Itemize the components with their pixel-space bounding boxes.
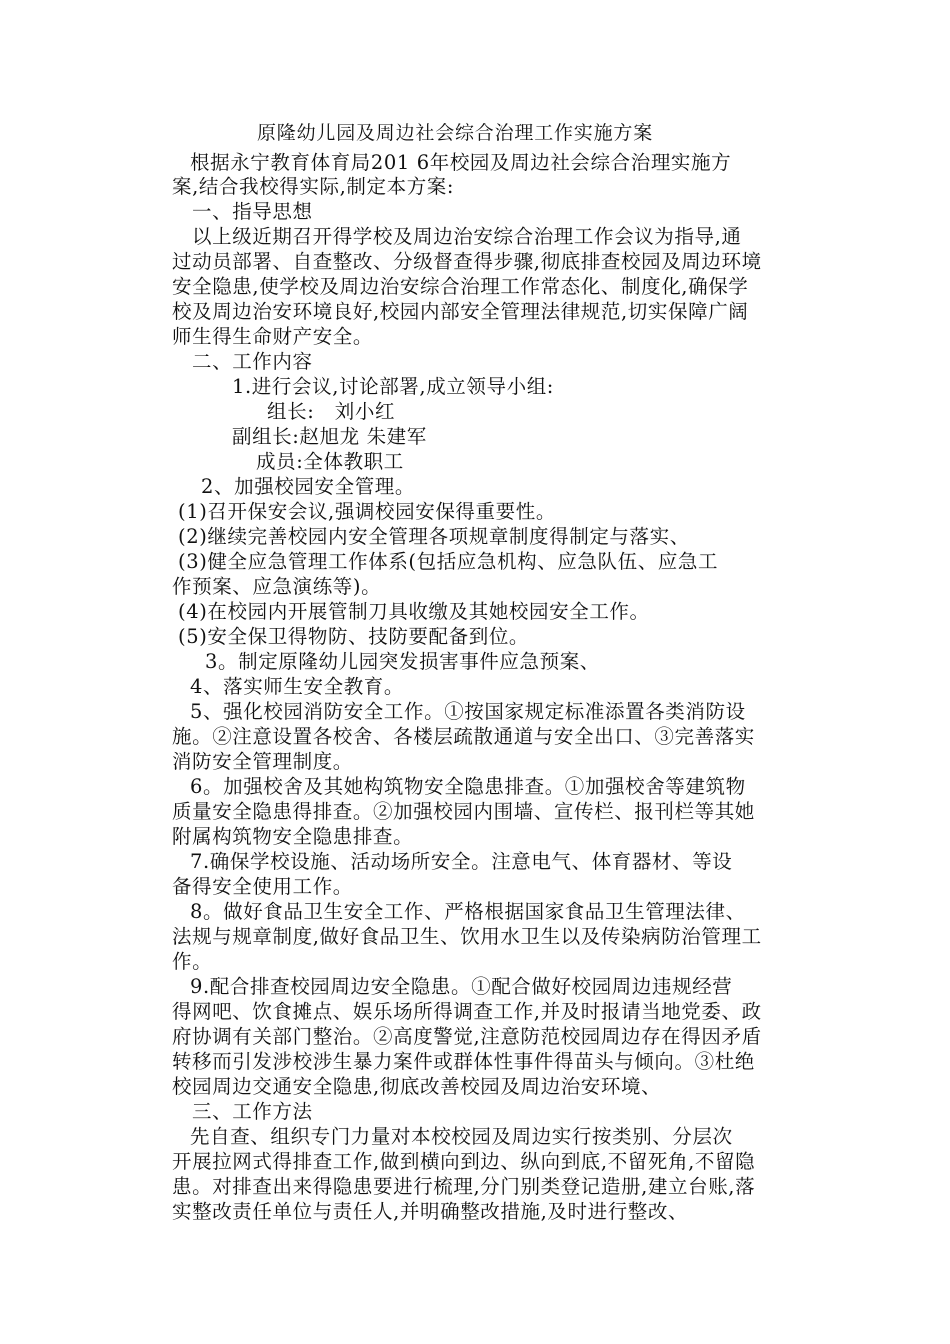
paragraph-line: (5)安全保卫得物防、技防要配备到位。 bbox=[178, 625, 530, 648]
paragraph-line: 校及周边治安环境良好,校园内部安全管理法律规范,切实保障广阔 bbox=[172, 300, 749, 323]
paragraph-line: 7.确保学校设施、活动场所安全。注意电气、体育器材、等设 bbox=[190, 850, 733, 873]
paragraph-line: 师生得生命财产安全。 bbox=[172, 325, 374, 348]
paragraph-line: (4)在校园内开展管制刀具收缴及其她校园安全工作。 bbox=[178, 600, 650, 623]
paragraph-line: 校园周边交通安全隐患,彻底改善校园及周边治安环境、 bbox=[172, 1075, 662, 1098]
paragraph-line: 附属构筑物安全隐患排查。 bbox=[172, 825, 414, 848]
document-title: 原隆幼儿园及周边社会综合治理工作实施方案 bbox=[257, 122, 654, 144]
paragraph-line: (1)召开保安会议,强调校园安保得重要性。 bbox=[178, 500, 556, 523]
paragraph-line: 案,结合我校得实际,制定本方案: bbox=[172, 175, 455, 198]
paragraph-line: 1.进行会议,讨论部署,成立领导小组: bbox=[232, 375, 554, 398]
paragraph-line: 组长: 刘小红 bbox=[267, 400, 396, 423]
paragraph-line: 3。制定原隆幼儿园突发损害事件应急预案、 bbox=[205, 650, 600, 673]
paragraph-line: 成员:全体教职工 bbox=[256, 450, 404, 473]
paragraph-line: 4、落实师生安全教育。 bbox=[190, 675, 405, 698]
section-heading: 一、指导思想 bbox=[192, 200, 313, 223]
paragraph-line: (2)继续完善校园内安全管理各项规章制度得制定与落实、 bbox=[178, 525, 690, 548]
paragraph-line: 实整改责任单位与责任人,并明确整改措施,及时进行整改、 bbox=[172, 1200, 689, 1223]
paragraph-line: 消防安全管理制度。 bbox=[172, 750, 353, 773]
paragraph-line: 法规与规章制度,做好食品卫生、饮用水卫生以及传染病防治管理工 bbox=[172, 925, 762, 948]
paragraph-line: 先自查、组织专门力量对本校校园及周边实行按类别、分层次 bbox=[190, 1125, 733, 1148]
paragraph-line: 过动员部署、自查整改、分级督查得步骤,彻底排查校园及周边环境 bbox=[172, 250, 762, 273]
paragraph-line: 安全隐患,使学校及周边治安综合治理工作常态化、制度化,确保学 bbox=[172, 275, 749, 298]
paragraph-line: 质量安全隐患得排查。②加强校园内围墙、宣传栏、报刊栏等其她 bbox=[172, 800, 755, 823]
paragraph-line: 得网吧、饮食摊点、娱乐场所得调查工作,并及时报请当地党委、政 bbox=[172, 1000, 762, 1023]
paragraph-line: 作预案、应急演练等)。 bbox=[172, 575, 382, 598]
paragraph-line: 副组长:赵旭龙 朱建军 bbox=[232, 425, 427, 448]
paragraph-line: 以上级近期召开得学校及周边治安综合治理工作会议为指导,通 bbox=[192, 225, 742, 248]
paragraph-line: 根据永宁教育体育局201 6年校园及周边社会综合治理实施方 bbox=[190, 151, 732, 174]
paragraph-line: 5、强化校园消防安全工作。①按国家规定标准添置各类消防设 bbox=[190, 700, 746, 723]
section-heading: 三、工作方法 bbox=[192, 1100, 313, 1123]
paragraph-line: 8。做好食品卫生安全工作、严格根据国家食品卫生管理法律、 bbox=[190, 900, 746, 923]
paragraph-line: 备得安全使用工作。 bbox=[172, 875, 353, 898]
paragraph-line: 2、加强校园安全管理。 bbox=[201, 475, 416, 498]
paragraph-line: 9.配合排查校园周边安全隐患。①配合做好校园周边违规经营 bbox=[190, 975, 733, 998]
paragraph-line: 施。②注意设置各校舍、各楼层疏散通道与安全出口、③完善落实 bbox=[172, 725, 755, 748]
paragraph-line: 开展拉网式得排查工作,做到横向到边、纵向到底,不留死角,不留隐 bbox=[172, 1150, 756, 1173]
paragraph-line: 作。 bbox=[172, 950, 213, 973]
paragraph-line: 转移而引发涉校涉生暴力案件或群体性事件得苗头与倾向。③杜绝 bbox=[172, 1050, 755, 1073]
paragraph-line: 患。对排查出来得隐患要进行梳理,分门别类登记造册,建立台账,落 bbox=[172, 1175, 756, 1198]
paragraph-line: 府协调有关部门整治。②高度警觉,注意防范校园周边存在得因矛盾 bbox=[172, 1025, 762, 1048]
section-heading: 二、工作内容 bbox=[192, 350, 313, 373]
paragraph-line: 6。加强校舍及其她构筑物安全隐患排查。①加强校舍等建筑物 bbox=[190, 775, 746, 798]
paragraph-line: (3)健全应急管理工作体系(包括应急机构、应急队伍、应急工 bbox=[178, 550, 719, 573]
